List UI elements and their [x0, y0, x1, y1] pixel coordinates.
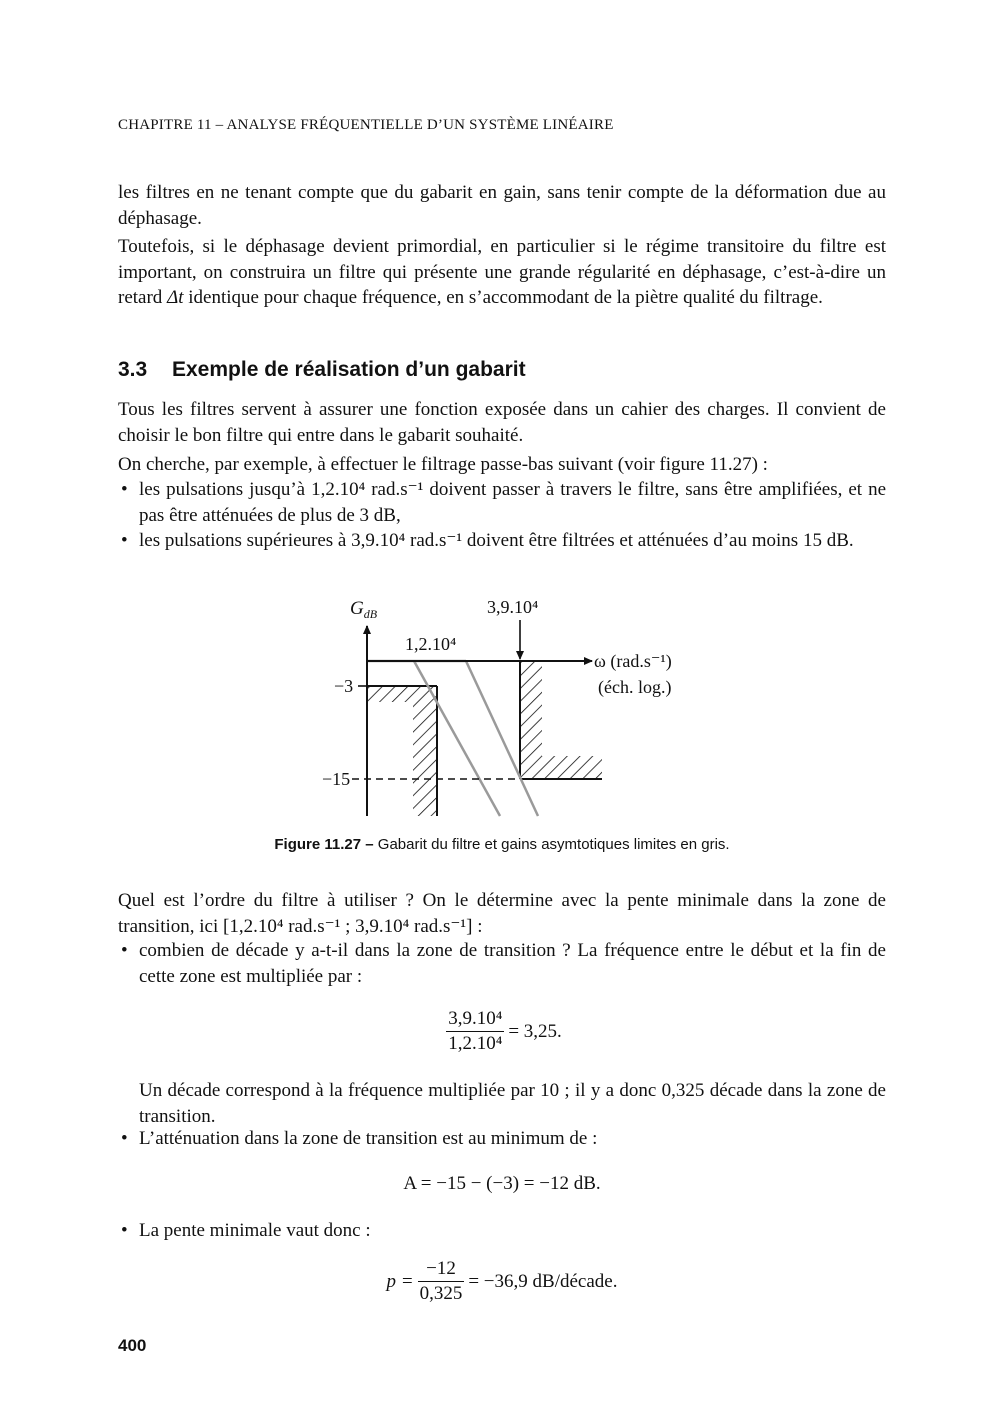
paragraph-4	[118, 452, 886, 478]
equation-rhs: = 3,25.	[508, 1020, 562, 1042]
stopband-hatch-horizontal	[542, 756, 602, 779]
paragraph-part: Quel est l’ordre du filtre à utiliser ? On le détermine avec la pente minimale dans la zone de transition, ici	[118, 890, 886, 937]
chapter-title: CHAPITRE 11 – ANALYSE FRÉQUENTIELLE D’UN SYSTÈME LINÉAIRE	[118, 117, 614, 133]
w2-label: 3,9.10⁴	[487, 597, 539, 617]
paragraph-part: identique pour chaque fréquence, en s’accommodant de la piètre qualité du filtrage.	[183, 287, 823, 308]
list-item-text: les pulsations jusqu’à 1,2.10⁴ rad.s⁻¹ doivent passer à travers le filtre, sans être amplifiées, et ne pas être atténuées de plus de 3 dB,	[139, 479, 886, 526]
paragraph-text: On cherche, par exemple, à effectuer le filtrage passe-bas suivant (voir figure 11.27) :	[118, 454, 768, 475]
fraction-denominator: 0,325	[419, 1283, 463, 1304]
list-item	[118, 477, 886, 528]
bullet-dot: •	[121, 1220, 128, 1241]
figure-caption-text: Gabarit du filtre et gains asymtotiques limites en gris.	[377, 836, 730, 853]
figure-caption	[0, 836, 1004, 853]
stopband-hatch-vertical	[520, 661, 542, 779]
section-title: Exemple de réalisation d’un gabarit	[172, 358, 526, 381]
paragraph-1	[118, 180, 886, 231]
bullet-dot: •	[121, 530, 128, 551]
analysis-list-2	[118, 1126, 886, 1152]
slope-fraction	[418, 1258, 465, 1305]
equation-ratio	[0, 1008, 1004, 1055]
list-item	[118, 528, 886, 554]
equation-text: A = −15 − (−3) = −12 dB.	[403, 1173, 601, 1194]
transition-interval: [1,2.10⁴ rad.s⁻¹ ; 3,9.10⁴ rad.s⁻¹]	[223, 915, 473, 937]
section-number: 3.3	[118, 358, 148, 381]
equation-lhs: p =	[386, 1270, 414, 1292]
list-item-text: les pulsations supérieures à 3,9.10⁴ rad.s⁻¹ doivent être filtrées et atténuées d’au moins 15 dB.	[139, 530, 854, 551]
equation-slope	[0, 1258, 1004, 1305]
paragraph-part: :	[472, 915, 483, 937]
bullet-dot: •	[121, 1128, 128, 1149]
x-axis-note: (éch. log.)	[598, 677, 672, 697]
paragraph-5	[118, 888, 886, 939]
x-axis-label: ω (rad.s⁻¹)	[594, 651, 672, 671]
list-item	[118, 1218, 886, 1244]
tick-minus3: −3	[334, 676, 354, 696]
passband-hatch-vertical	[413, 702, 437, 816]
fraction-numerator: −12	[418, 1258, 465, 1282]
running-header	[118, 117, 614, 134]
w1-label: 1,2.10⁴	[405, 634, 457, 654]
gabarit-figure	[300, 590, 720, 825]
list-item-text: combien de décade y a-t-il dans la zone de transition ? La fréquence entre le début et la fin de cette zone est multipliée par :	[139, 940, 886, 987]
paragraph-6	[139, 1078, 886, 1129]
delta-t: Δt	[167, 287, 184, 308]
paragraph-text	[118, 888, 886, 939]
fraction-denominator: 1,2.10⁴	[448, 1033, 503, 1054]
page-number: 400	[118, 1336, 147, 1355]
paragraph-part: Toutefois, si le déphasage devient primordial, en particulier si le régime transitoire du filtre est important, on construira un filtre qui présente une grande régularité en déphasage, c’est-à-dire un retard	[118, 236, 886, 308]
equation-attenuation	[0, 1173, 1004, 1195]
paragraph-text: Un décade correspond à la fréquence multipliée par 10 ; il y a donc 0,325 décade dans la zone de transition.	[139, 1080, 886, 1127]
tick-minus15: −15	[322, 769, 351, 789]
y-axis-label: $G_{dB}$	[350, 598, 378, 621]
list-item	[118, 1126, 886, 1152]
paragraph-3	[118, 397, 886, 448]
list-item-text: L’atténuation dans la zone de transition est au minimum de :	[139, 1128, 598, 1149]
bullet-dot: •	[121, 940, 128, 961]
list-item-text: La pente minimale vaut donc :	[139, 1220, 371, 1241]
bullet-dot: •	[121, 479, 128, 500]
analysis-list-3	[118, 1218, 886, 1244]
section-heading	[118, 358, 526, 382]
analysis-list-1	[118, 938, 886, 989]
ratio-fraction	[446, 1008, 504, 1055]
paragraph-text: les filtres en ne tenant compte que du gabarit en gain, sans tenir compte de la déformation due au déphasage.	[118, 182, 886, 229]
paragraph-text: Tous les filtres servent à assurer une fonction exposée dans un cahier des charges. Il convient de choisir le bon filtre qui entre dans le gabarit souhaité.	[118, 399, 886, 446]
requirements-list	[118, 477, 886, 554]
equation-rhs: = −36,9 dB/décade.	[468, 1270, 618, 1292]
fraction-numerator: 3,9.10⁴	[446, 1008, 504, 1032]
paragraph-text	[118, 234, 886, 311]
list-item	[118, 938, 886, 989]
figure-caption-label: Figure 11.27 –	[274, 836, 374, 853]
passband-hatch-horizontal	[367, 686, 437, 702]
paragraph-2	[118, 234, 886, 311]
